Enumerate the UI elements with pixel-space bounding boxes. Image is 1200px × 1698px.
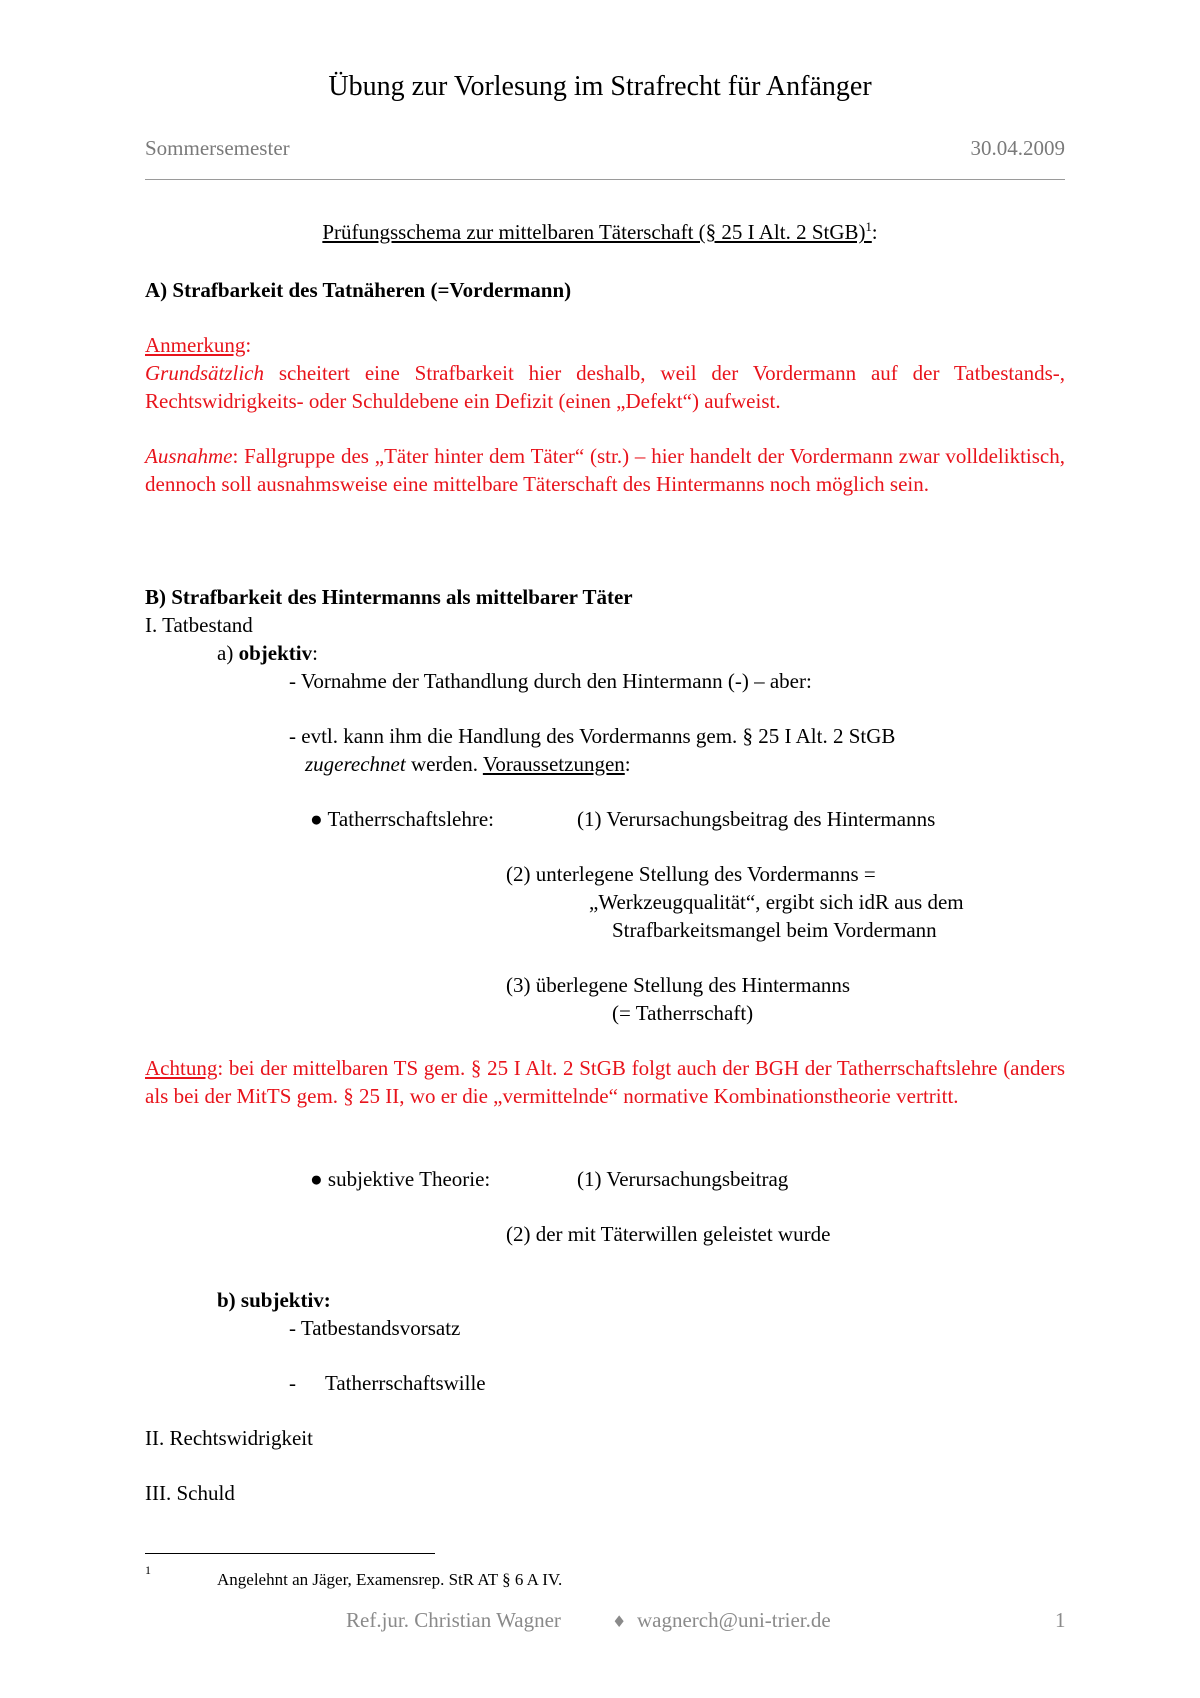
page-number: 1 [1055,1608,1066,1632]
subjektiv-item-2: Tatherrschaftswille [325,1371,486,1395]
st-point-2: (2) der mit Täterwillen geleistet wurde [506,1222,831,1246]
rechtswidrigkeit-heading: II. Rechtswidrigkeit [145,1426,313,1450]
tatbestand-heading: I. Tatbestand [145,613,253,637]
section-b-title: B) Strafbarkeit des Hintermanns als mittelbarer Täter [145,585,633,609]
tatherrschaftslehre-label: ● Tatherrschaftslehre: [310,807,494,831]
th-point-3: (3) überlegene Stellung des Hintermanns [506,973,851,997]
footnote-divider [145,1553,435,1554]
objektiv-item-1: - Vornahme der Tathandlung durch den Hintermann (-) – aber: [289,669,812,693]
section-a-title: A) Strafbarkeit des Tatnäheren (=Vordermann) [145,278,572,302]
note-label: Anmerkung: [145,333,252,357]
achtung-paragraph: Achtung: bei der mittelbaren TS gem. § 25 I Alt. 2 StGB folgt auch der BGH der Tatherrschaftslehre (anders als bei der MitTS gem. § 25 II, wo er die „vermittelnde“ normative Kombinationstheorie vertritt. [145,1056,1065,1108]
schema-heading: Prüfungsschema zur mittelbaren Täterschaft (§ 25 I Alt. 2 StGB)$^1$: [322,220,878,244]
footnote-ref: 1 [865,220,872,234]
note-paragraph: Grundsätzlich scheitert eine Strafbarkeit hier deshalb, weil der Vordermann auf der Tatbestands-, Rechtswidrigkeits- oder Schuldebene ein Defizit (einen „Defekt“) aufweist. [145,361,1065,413]
objektiv-item-2: - evtl. kann ihm die Handlung des Vordermanns gem. § 25 I Alt. 2 StGB [289,724,896,748]
footer-author: Ref.jur. Christian Wagner [346,1608,561,1632]
th-point-2-line-3: Strafbarkeitsmangel beim Vordermann [612,918,937,942]
header-divider [145,179,1065,180]
subjektiv-heading: b) subjektiv: [217,1288,331,1312]
footer-email[interactable]: wagnerch@uni-trier.de [637,1608,831,1632]
st-point-1: (1) Verursachungsbeitrag [577,1167,789,1191]
footer-diamond-icon: ♦ [612,1612,627,1631]
objektiv-item-2-cont: zugerechnet werden. Voraussetzungen: [305,752,631,776]
subjektiv-item-1: - Tatbestandsvorsatz [289,1316,461,1340]
footnote-text: Angelehnt an Jäger, Examensrep. StR AT § 6 A IV. [217,1570,563,1589]
document-title: Übung zur Vorlesung im Strafrecht für Anfänger [328,71,872,102]
subjektive-theorie-label: ● subjektive Theorie: [310,1167,491,1191]
th-point-3-line-2: (= Tatherrschaft) [612,1001,754,1025]
footnote-number: 1 [145,1563,151,1577]
th-point-2-line-2: „Werkzeugqualität“, ergibt sich idR aus dem [589,890,964,914]
schuld-heading: III. Schuld [145,1481,235,1505]
semester-label: Sommersemester [145,136,290,160]
subjektiv-item-2-dash: - [289,1371,296,1395]
th-point-2: (2) unterlegene Stellung des Vordermanns = [506,862,876,886]
exception-paragraph: Ausnahme: Fallgruppe des „Täter hinter dem Täter“ (str.) – hier handelt der Vordermann zwar volldeliktisch, dennoch soll ausnahmsweise eine mittelbare Täterschaft des Hintermanns noch möglich sein. [145,444,1065,496]
schema-heading-text: Prüfungsschema zur mittelbaren Täterschaft (§ 25 I Alt. 2 StGB) [322,220,866,244]
th-point-1: (1) Verursachungsbeitrag des Hintermanns [577,807,936,831]
objektiv-heading: a) objektiv: [217,641,318,665]
document-date: 30.04.2009 [970,136,1065,160]
